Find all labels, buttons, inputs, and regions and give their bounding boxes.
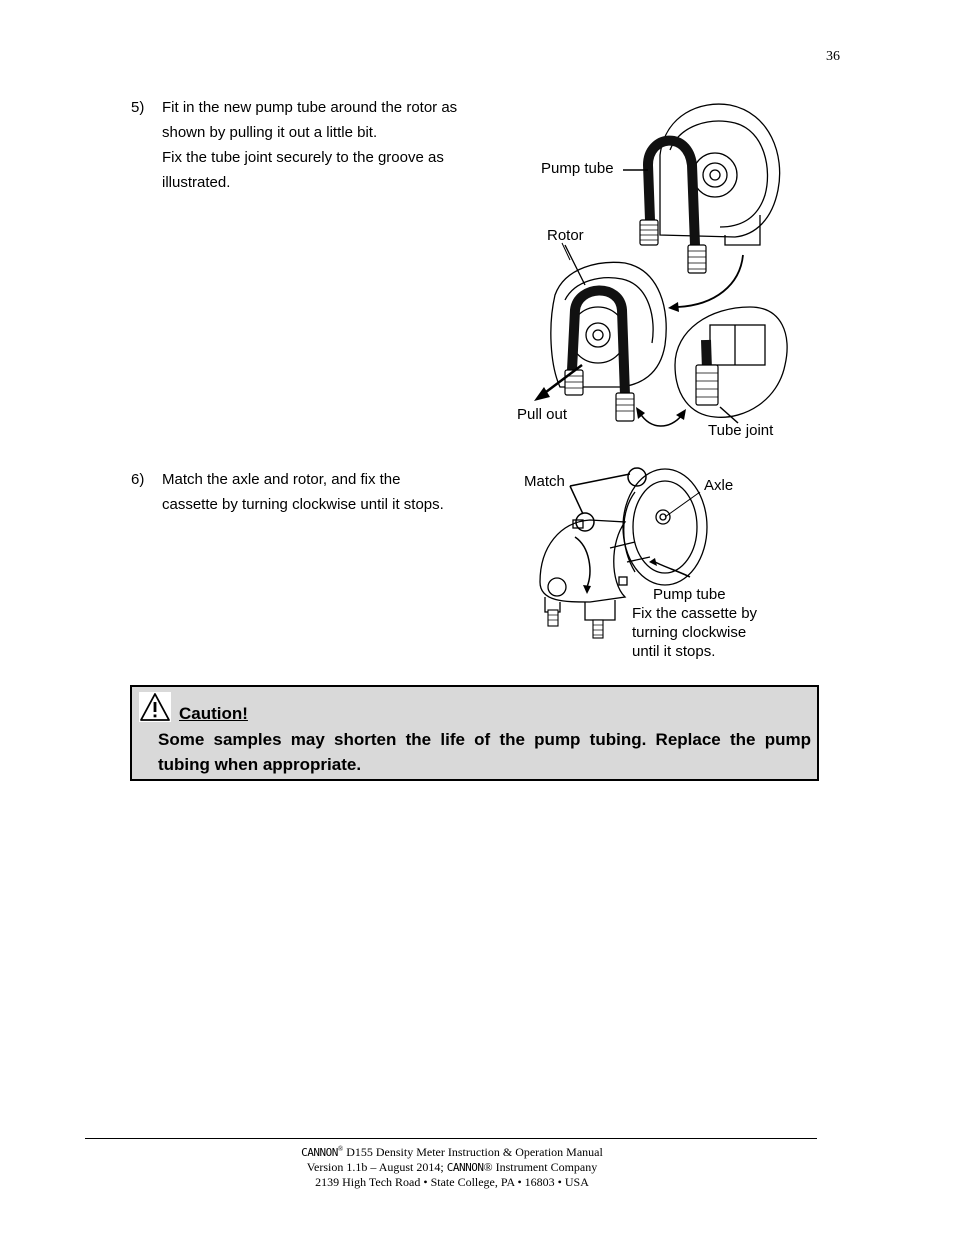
caution-title: Caution! — [179, 704, 248, 723]
match-label: Match — [524, 473, 565, 490]
pull-out-label: Pull out — [517, 406, 568, 423]
footer-brand-2: CANNON — [446, 1161, 484, 1174]
rotor-label: Rotor — [547, 227, 584, 244]
step-5-text — [162, 95, 457, 195]
page-number: 36 — [826, 49, 840, 64]
pump-tube-illustration — [510, 95, 800, 450]
axle-label: Axle — [704, 477, 734, 494]
step-5 — [131, 95, 491, 205]
step-6-number: 6) — [131, 471, 145, 488]
step-6 — [131, 467, 491, 527]
fix-cassette-line-1: Fix the cassette by — [632, 605, 758, 622]
step-5-line-2: shown by pulling it out a little bit. — [162, 124, 378, 141]
step-5-line-3: Fix the tube joint securely to the groove as — [162, 149, 444, 166]
footer — [150, 1142, 754, 1190]
footer-manual-title: D155 Density Meter Instruction & Operation Manual — [343, 1145, 603, 1159]
step-6-line-2: cassette by turning clockwise until it stops. — [162, 496, 444, 513]
pump-tube-label: Pump tube — [541, 160, 614, 177]
warning-icon — [139, 692, 171, 722]
pump-tube-install-figure — [510, 95, 800, 450]
step-5-line-1: Fit in the new pump tube around the rotor as — [162, 99, 458, 116]
footer-line-2 — [150, 1160, 754, 1175]
footer-brand: CANNON — [301, 1146, 338, 1159]
step-5-number: 5) — [131, 99, 145, 116]
footer-company: ® Instrument Company — [483, 1160, 598, 1174]
fix-cassette-line-2: turning clockwise — [632, 624, 747, 641]
pump-tube-label-2: Pump tube — [653, 586, 726, 603]
fix-cassette-line-3: until it stops. — [632, 643, 716, 660]
footer-line-1 — [150, 1142, 754, 1160]
caution-text: Some samples may shorten the life of the pump tubing. Replace the pump tubing when appropriate. — [158, 730, 811, 774]
cassette-fix-figure — [515, 462, 785, 667]
footer-rule — [85, 1138, 817, 1139]
tube-joint-label: Tube joint — [708, 422, 774, 439]
caution-box — [130, 685, 819, 781]
footer-version: Version 1.1b – August 2014; — [306, 1160, 447, 1174]
footer-address: 2139 High Tech Road • State College, PA • 16803 • USA — [315, 1175, 589, 1189]
step-6-text — [162, 467, 444, 517]
step-6-line-1: Match the axle and rotor, and fix the — [162, 471, 401, 488]
footer-reg-mark: ® — [337, 1145, 344, 1153]
step-5-line-4: illustrated. — [162, 174, 231, 191]
